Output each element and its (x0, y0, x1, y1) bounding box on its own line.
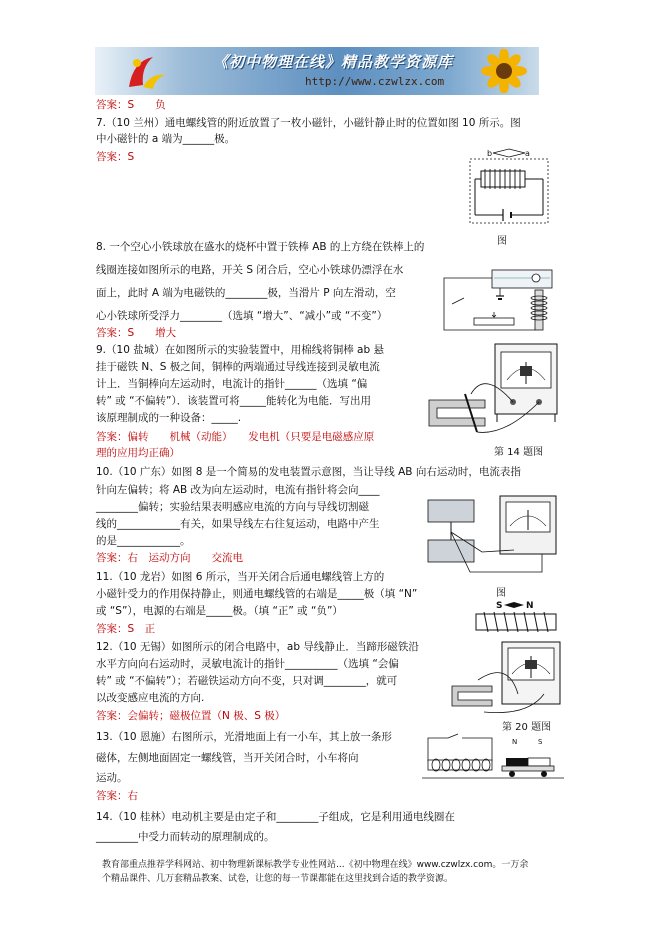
magnet-label-n: N (512, 738, 518, 746)
answer-9: 理的应用均正确） (96, 447, 180, 459)
question-12-line: 12.（10 无锡）如图所示的闭合电路中，ab 导线静止．当蹄形磁铁沿 (96, 641, 419, 653)
question-9-line: 该原理制成的一种设备：_____. (96, 412, 242, 424)
galvanometer-magnet-figure (425, 340, 565, 440)
question-8-line: 8. 一个空心小铁球放在盛水的烧杯中置于铁棒 AB 的上方绕在铁棒上的 (96, 241, 425, 253)
needle-label-s: S (496, 601, 503, 611)
question-12-line: 水平方向向右运动时，灵敏电流计的指针__________（选填 “会偏 (96, 658, 399, 670)
electromagnet-beaker-figure (442, 268, 560, 338)
question-8-line: 线圈连接如图所示的电路，开关 S 闭合后，空心小铁球仍漂浮在水 (96, 264, 404, 276)
figure-10-caption: 图 (496, 588, 506, 599)
question-9-line: 转” 或 “不偏转”）．该装置可将_____能转化为电能．写出用 (96, 395, 371, 407)
question-12-line: 转” 或 “不偏转”）；若磁铁运动方向不变，只对调________，就可 (96, 675, 398, 687)
question-9-line: 计上．当铜棒向左运动时，电流计的指针______（选填 “偏 (96, 378, 368, 390)
solenoid-compass-figure (465, 145, 555, 230)
question-9-line: 挂于磁铁 N、S 极之间，铜棒的两端通过导线连接到灵敏电流 (96, 361, 380, 373)
question-8-line: 心小铁球所受浮力________（选填 “增大”、“减小”或 “不变”） (96, 310, 388, 322)
needle-label-n: N (526, 601, 534, 611)
question-11-line: 或 “S”），电源的右端是_____极。（填 “正” 或 “负”） (96, 605, 343, 617)
compass-label-a: a (525, 149, 530, 158)
answer-6: 答案：S 负 (96, 99, 166, 111)
question-14-line: 14.（10 桂林）电动机主要是由定子和________子组成，它是利用通电线圈在 (96, 811, 455, 823)
solenoid-cart-figure (422, 732, 564, 780)
question-7-line: 中小磁针的 a 端为______极。 (96, 133, 236, 145)
question-12-line: 以改变感应电流的方向. (96, 692, 205, 704)
footer-line: 个精品课件、几万套精品教案、试卷，让您的每一节课都能在这里找到合适的教学资源。 (102, 874, 454, 884)
banner-title: 《初中物理在线》精品教学资源库 (213, 53, 454, 71)
question-10-line: 10.（10 广东）如图 8 是一个简易的发电装置示意图，当让导线 AB 向右运动时，电流表指 (96, 466, 521, 478)
figure-7-caption: 图 (497, 236, 507, 247)
question-14-line: ________中受力而转动的原理制成的。 (96, 831, 275, 843)
question-13-line: 磁体，左侧地面固定一螺线管，当开关闭合时，小车将向 (96, 752, 359, 764)
question-11-line: 小磁针受力的作用保持静止，则通电螺线管的右端是_____极（填 “N” (96, 588, 418, 600)
question-10-line: ________偏转；实验结果表明感应电流的方向与导线切割磁 (96, 501, 369, 513)
figure-9-caption: 第 14 题图 (494, 447, 544, 458)
question-10-line: 针向左偏转；将 AB 改为向左运动时，电流有指针将会向____ (96, 484, 380, 496)
page-footer (102, 858, 562, 886)
banner-url[interactable]: http://www.czwlzx.com (305, 75, 445, 88)
question-10-line: 的是____________。 (96, 535, 191, 547)
question-7-line: 7.（10 兰州）通电螺线管的附近放置了一枚小磁针，小磁针静止时的位置如图 10 所示。图 (96, 117, 521, 129)
header-banner (95, 47, 539, 95)
generator-setup-figure (422, 492, 562, 584)
answer-10: 答案：右 运动方向 交流电 (96, 552, 243, 564)
compass-solenoid-figure (462, 598, 562, 638)
question-8-line: 面上，此时 A 端为电磁铁的________极，当滑片 P 向左滑动，空 (96, 287, 396, 299)
answer-12: 答案：会偏转；磁极位置（N 极、S 极） (96, 710, 286, 722)
site-logo-icon (123, 53, 169, 91)
compass-label-b: b (487, 149, 493, 158)
magnet-label-s: S (538, 738, 543, 746)
question-9-line: 9.（10 盐城）在如图所示的实验装置中，用棉线将铜棒 ab 悬 (96, 344, 384, 356)
sunflower-icon (475, 49, 533, 93)
answer-7: 答案：S (96, 151, 135, 163)
question-11-line: 11.（10 龙岩）如图 6 所示，当开关闭合后通电螺线管上方的 (96, 571, 385, 583)
question-10-line: 线的____________有关，如果导线左右往复运动，电路中产生 (96, 518, 380, 530)
question-13-line: 运动。 (96, 772, 128, 784)
answer-11: 答案：S 正 (96, 623, 156, 635)
answer-9: 答案：偏转 机械（动能） 发电机（只要是电磁感应原 (96, 431, 375, 443)
question-13-line: 13.（10 恩施）右图所示，光滑地面上有一小车，其上放一条形 (96, 731, 392, 743)
figure-12-caption: 第 20 题图 (502, 722, 552, 733)
answer-8: 答案：S 增大 (96, 327, 177, 339)
galvanometer-horseshoe-figure (448, 640, 566, 718)
footer-line: 教育部重点推荐学科网站、初中物理新课标教学专业性网站...《初中物理在线》www.czwlzx.com。一万余 (102, 860, 529, 870)
answer-13: 答案：右 (96, 790, 138, 802)
